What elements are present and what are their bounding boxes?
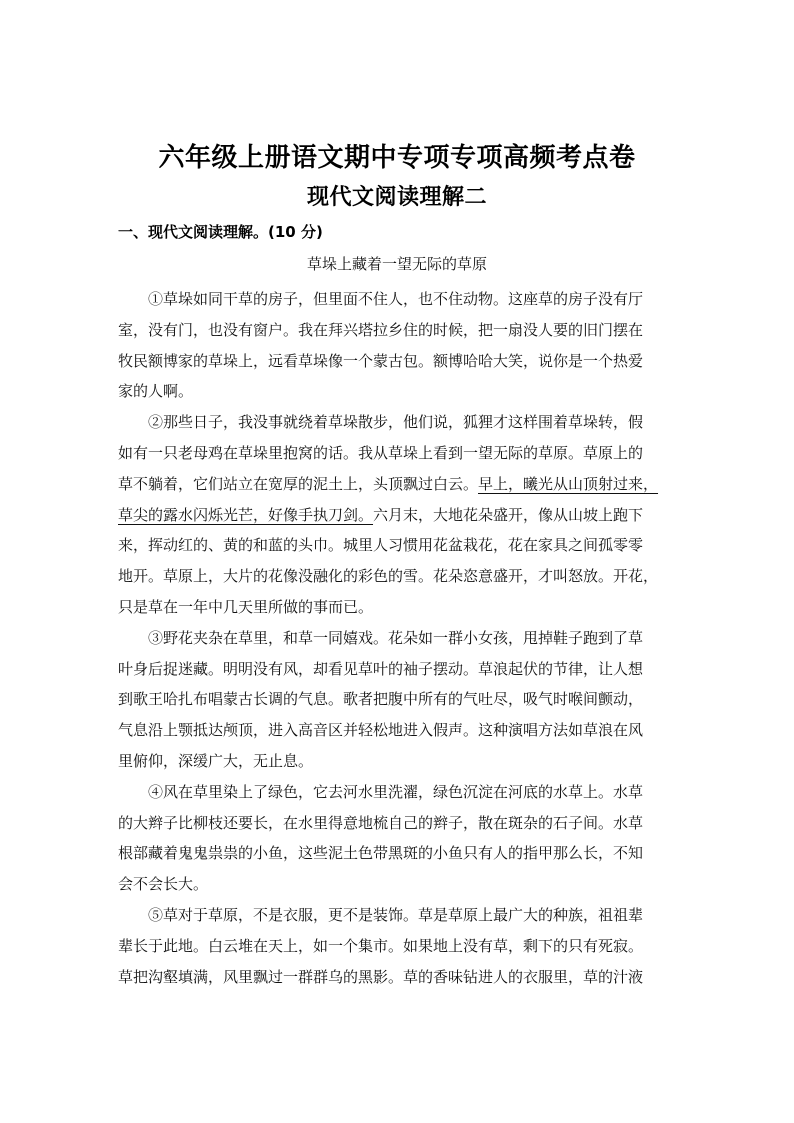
text-line: ③野花夹杂在草里，和草一同嬉戏。花朵如一群小女孩，甩掉鞋子跑到了草 (148, 628, 644, 647)
text-line: 辈长于此地。白云堆在天上，如一个集市。如果地上没有草，剩下的只有死寂。 (118, 936, 644, 955)
text-line: 家的人啊。 (118, 382, 194, 401)
text-line: 如有一只老母鸡在草垛里抱窝的话。我从草垛上看到一望无际的草原。草原上的 (118, 443, 644, 462)
text-line: 草尖的露水闪烁光芒，好像手执刀剑。六月末，大地花朵盛开，像从山坡上跑下 (118, 505, 644, 524)
text-line: 到歌王哈扎布唱蒙古长调的气息。歌者把腹中所有的气吐尽，吸气时喉间颤动， (118, 690, 644, 709)
text-line: ①草垛如同干草的房子，但里面不住人，也不住动物。这座草的房子没有厅 (148, 290, 644, 308)
section-heading: 一、现代文阅读理解。(10 分) (118, 223, 323, 241)
text-line: 草不躺着，它们站立在宽厚的泥土上，头顶飘过白云。早上，曦光从山顶射过来， (118, 474, 659, 493)
text-line: 牧民额博家的草垛上，远看草垛像一个蒙古包。额博哈哈大笑，说你是一个热爱 (118, 351, 644, 370)
text-line: 来，挥动红的、黄的和蓝的头巾。城里人习惯用花盆栽花，花在家具之间孤零零 (118, 536, 644, 555)
underlined-sentence: 早上，曦光从山顶射过来， (478, 474, 659, 493)
article-title: 草垛上藏着一望无际的草原 (306, 255, 487, 273)
text-line: 气息沿上颚抵达颅顶，进入高音区并轻松地进入假声。这种演唱方法如草浪在风 (118, 721, 644, 740)
text-line: 会不会长大。 (118, 875, 209, 894)
text-line: 根部藏着鬼鬼祟祟的小鱼，这些泥土色带黑斑的小鱼只有人的指甲那么长，不知 (118, 844, 644, 863)
text-line: ②那些日子，我没事就绕着草垛散步，他们说，狐狸才这样围着草垛转，假 (148, 413, 644, 432)
article-body (118, 284, 688, 992)
text-line: 里俯仰，深缓广大，无止息。 (118, 751, 314, 770)
text-line: 的大辫子比柳枝还要长，在水里得意地梳自己的辫子，散在斑杂的石子间。水草 (118, 813, 644, 832)
text-line: ④风在草里染上了绿色，它去河水里洗濯，绿色沉淀在河底的水草上。水草 (148, 782, 644, 801)
text-line: ⑤草对于草原，不是衣服，更不是装饰。草是草原上最广大的种族，祖祖辈 (148, 905, 644, 924)
page-subtitle: 现代文阅读理解二 (306, 185, 487, 210)
text-line: 只是草在一年中几天里所做的事而已。 (118, 597, 374, 616)
underlined-sentence: 草尖的露水闪烁光芒，好像手执刀剑。 (118, 505, 374, 524)
page-title: 六年级上册语文期中专项专项高频考点卷 (158, 143, 636, 173)
text-line: 地开。草原上，大片的花像没融化的彩色的雪。花朵恣意盛开，才叫怒放。开花， (118, 567, 659, 586)
text-line: 叶身后捉迷藏。明明没有风，却看见草叶的袖子摆动。草浪起伏的节律，让人想 (118, 659, 644, 678)
text-line: 草把沟壑填满，风里飘过一群群乌的黑影。草的香味钻进人的衣服里，草的汁液 (118, 967, 644, 986)
text-line: 室，没有门，也没有窗户。我在拜兴塔拉乡住的时候，把一扇没人要的旧门摆在 (118, 320, 644, 339)
